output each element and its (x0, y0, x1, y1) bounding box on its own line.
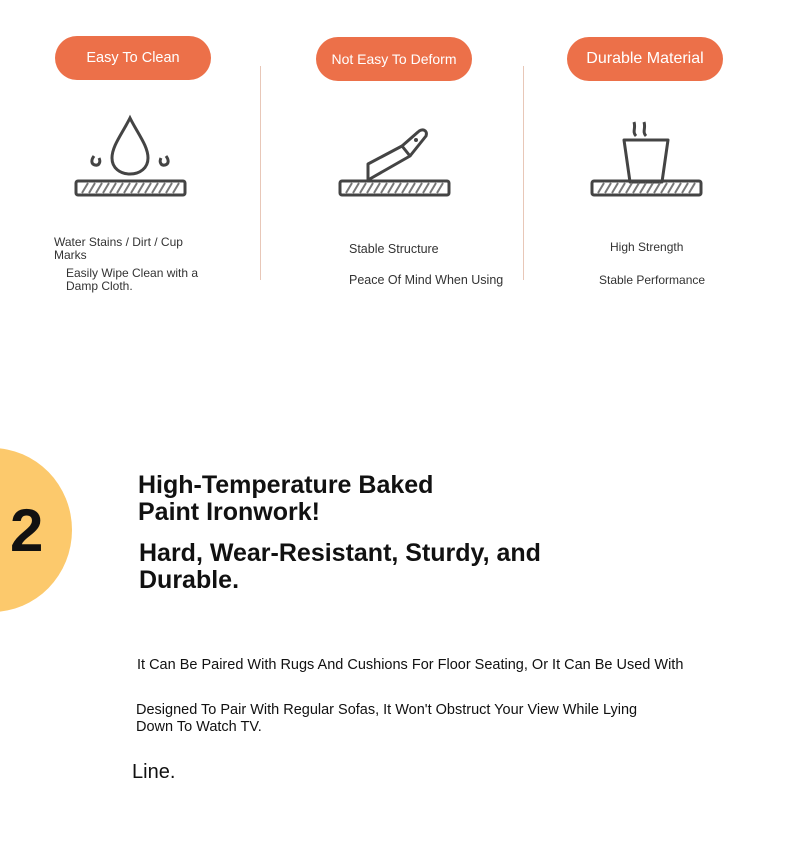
feature-3-text-1: High Strength (610, 240, 684, 254)
feature-1-text-2: Easily Wipe Clean with a Damp Cloth. (66, 266, 199, 293)
divider-left (260, 66, 261, 280)
body-text-3: Line. (132, 761, 176, 783)
divider-right (523, 66, 524, 280)
pill-not-easy-to-deform (316, 37, 472, 81)
pill-easy-to-clean (55, 36, 211, 80)
pill-durable-material (567, 37, 723, 81)
body-text-2: Designed To Pair With Regular Sofas, It Won't Obstruct Your View While Lying Down To Watch TV. (136, 702, 638, 735)
body-text-1: It Can Be Paired With Rugs And Cushions For Floor Seating, Or It Can Be Used With (137, 657, 684, 673)
headline-2: Hard, Wear-Resistant, Sturdy, and Durable. (139, 539, 541, 594)
feature-2-text-1: Stable Structure (349, 242, 439, 256)
hot-cup-icon (588, 116, 706, 202)
knife-icon (336, 124, 454, 202)
headline-1: High-Temperature Baked Paint Ironwork! (138, 471, 434, 526)
water-drop-icon (72, 112, 190, 202)
pill-label: Not Easy To Deform (331, 51, 457, 67)
feature-1-text-1: Water Stains / Dirt / Cup Marks (54, 235, 183, 262)
pill-label: Durable Material (586, 50, 704, 67)
feature-2-text-2: Peace Of Mind When Using (349, 273, 504, 287)
feature-3-text-2: Stable Performance (599, 273, 706, 287)
pill-label: Easy To Clean (86, 50, 180, 66)
section-number: 2 (10, 497, 44, 564)
